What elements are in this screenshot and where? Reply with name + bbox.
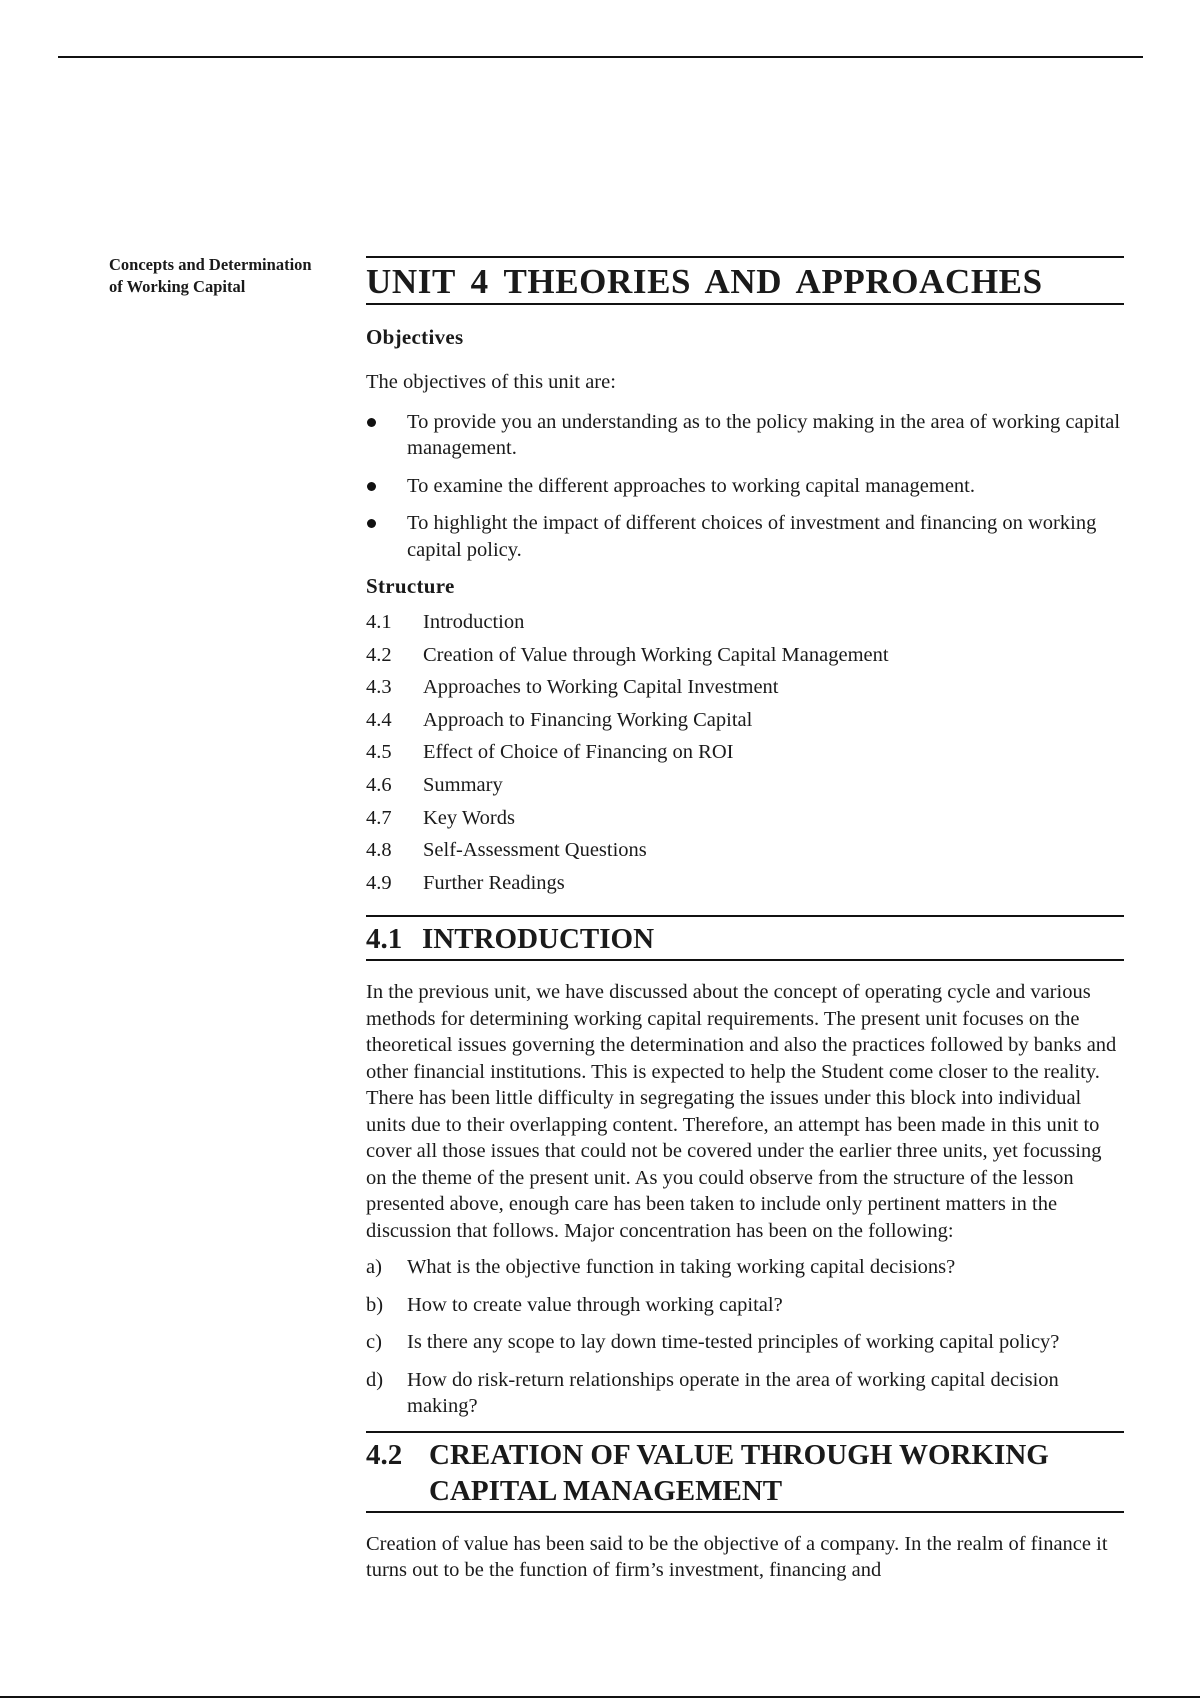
section-heading-introduction [366, 915, 1124, 961]
structure-heading: Structure [366, 574, 455, 598]
creation-of-value-paragraph: Creation of value has been said to be the objective of a company. In the realm of finance it turns out to be the function of firm’s investment, financing and [366, 1532, 1108, 1582]
toc-item [366, 736, 1124, 769]
running-head-line-1: Concepts and Determination [109, 255, 312, 274]
list-item [366, 510, 1124, 563]
toc-item [366, 704, 1124, 737]
section-heading-creation-of-value [366, 1431, 1124, 1513]
toc-label: Self-Assessment Questions [423, 839, 647, 862]
toc-number: 4.6 [366, 773, 392, 796]
toc-item [366, 867, 1124, 900]
toc-number: 4.2 [366, 643, 392, 666]
list-item [366, 473, 1124, 500]
toc-number: 4.4 [366, 708, 392, 731]
list-item [366, 1367, 1124, 1420]
toc-item [366, 606, 1124, 639]
list-item [366, 1329, 1124, 1356]
bullet-icon [367, 418, 376, 427]
unit-title: UNIT 4 THEORIES AND APPROACHES [366, 256, 1124, 305]
toc-label: Approach to Financing Working Capital [423, 708, 753, 731]
question-text: How do risk-return relationships operate in the area of working capital decision making? [407, 1368, 1059, 1418]
section-title: INTRODUCTION [422, 923, 655, 956]
list-marker: b) [366, 1293, 384, 1316]
toc-label: Effect of Choice of Financing on ROI [423, 741, 734, 764]
bullet-icon [367, 519, 376, 528]
bottom-rule [0, 1696, 1200, 1698]
toc-label: Summary [423, 773, 503, 796]
introduction-paragraph: In the previous unit, we have discussed about the concept of operating cycle and various methods for determining working capital requirements. The present unit focuses on the theoretical issues governing the determination and also the practices followed by banks and other financial institutions. This is expected to help the Student come closer to the reality. There has been little difficulty in segregating the issues under this block into individual units due to their overlapping content. Therefore, an attempt has been made in this unit to cover all those issues that could not be covered under the earlier three units, yet focussing on the theme of the present unit. As you could observe from the structure of the lesson presented above, enough care has been taken to include only pertinent matters in the discussion that follows. Major concentration has been on the following: [366, 981, 1117, 1242]
running-head [109, 254, 349, 298]
toc-item [366, 639, 1124, 672]
objectives-intro: The objectives of this unit are: [366, 371, 616, 393]
list-marker: c) [366, 1331, 382, 1354]
section-number: 4.1 [366, 923, 403, 956]
list-item [366, 1254, 1124, 1281]
toc-label: Introduction [423, 611, 525, 633]
question-text: What is the objective function in taking working capital decisions? [407, 1256, 956, 1279]
section-number: 4.2 [366, 1438, 403, 1471]
list-item [366, 409, 1124, 462]
toc-number: 4.7 [366, 806, 392, 829]
bullet-icon [367, 482, 376, 491]
section-title: CREATION OF VALUE THROUGH WORKING CAPITAL MANAGEMENT [429, 1438, 1049, 1507]
objective-text: To highlight the impact of different choices of investment and financing on working capital policy. [407, 512, 1097, 561]
objective-text: To provide you an understanding as to the policy making in the area of working capital management. [407, 410, 1121, 459]
toc-number: 4.9 [366, 871, 392, 894]
list-marker: a) [366, 1256, 382, 1279]
toc-number: 4.3 [366, 676, 392, 699]
toc-item [366, 834, 1124, 867]
toc-label: Further Readings [423, 871, 565, 894]
list-item [366, 1292, 1124, 1319]
objective-text: To examine the different approaches to working capital management. [407, 474, 975, 497]
structure-list [366, 606, 1124, 899]
toc-item [366, 802, 1124, 835]
question-text: Is there any scope to lay down time-tested principles of working capital policy? [407, 1331, 1060, 1354]
question-list [366, 1254, 1124, 1420]
toc-label: Creation of Value through Working Capital Management [423, 643, 889, 666]
toc-number: 4.8 [366, 839, 392, 862]
toc-number: 4.1 [366, 611, 392, 633]
objectives-heading: Objectives [366, 325, 464, 349]
toc-label: Approaches to Working Capital Investment [423, 676, 779, 699]
question-text: How to create value through working capital? [407, 1293, 783, 1316]
objectives-list [366, 409, 1124, 564]
running-head-line-2: of Working Capital [109, 277, 246, 296]
toc-item [366, 671, 1124, 704]
top-rule [58, 56, 1143, 58]
main-content [366, 256, 1124, 1584]
toc-number: 4.5 [366, 741, 392, 764]
toc-label: Key Words [423, 806, 515, 829]
list-marker: d) [366, 1368, 384, 1391]
toc-item [366, 769, 1124, 802]
